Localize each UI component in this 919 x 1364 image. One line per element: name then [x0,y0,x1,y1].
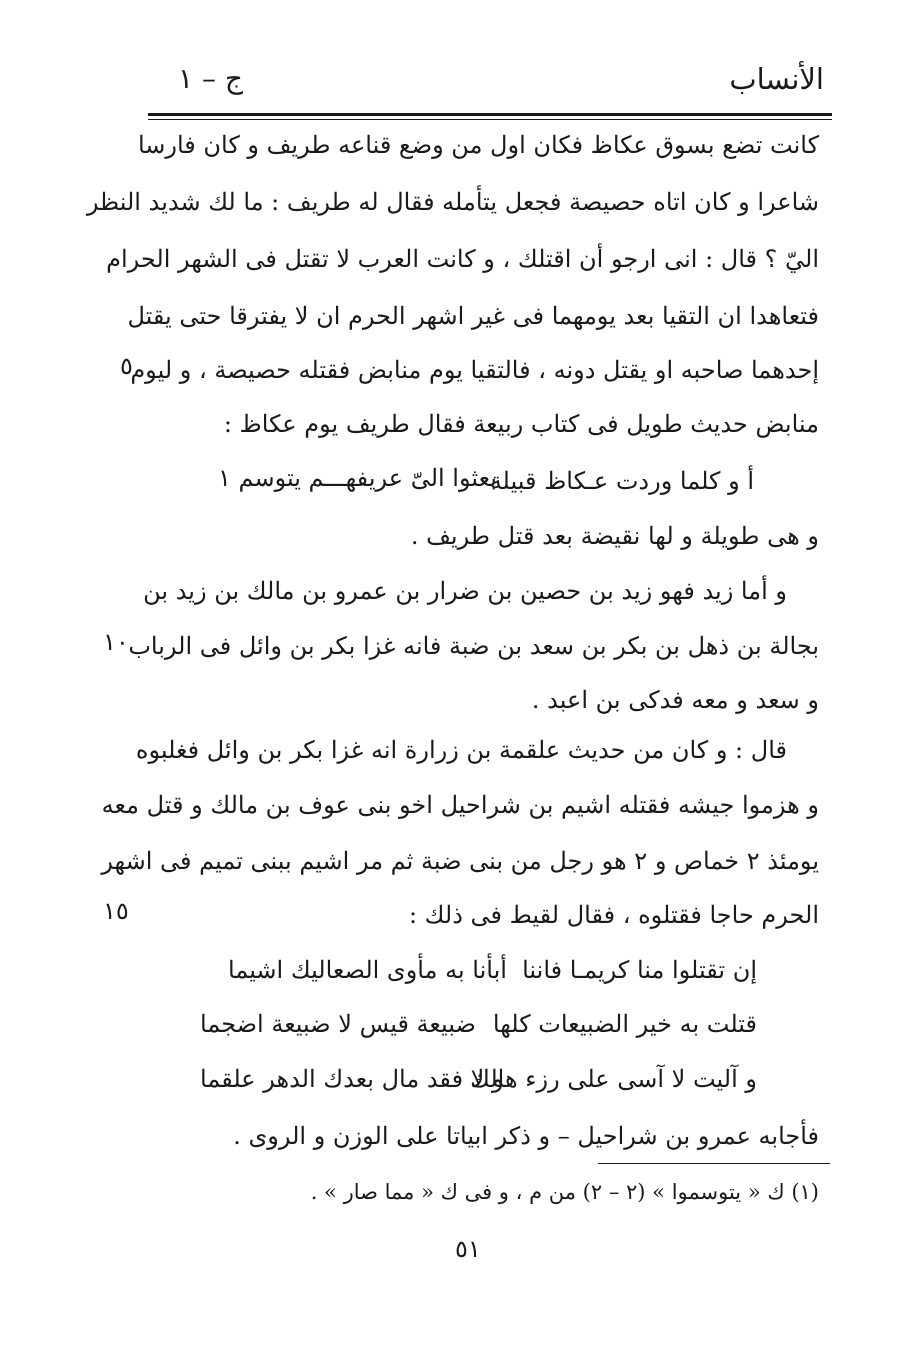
poem-line-2-second: ضبيعة قيس لا ضبيعة اضجما [200,1010,476,1038]
running-head-title: الأنساب [729,62,824,96]
text-line-6: منابض حديث طويل فى كتاب ربيعة فقال طريف يوم عكاظ : [223,410,819,438]
text-line-4: فتعاهدا ان التقيا بعد يومهما فى غير اشهر الحرم ان لا يفترقا حتى يقتل [127,302,819,330]
margin-line-number-10: ١٠ [103,628,129,656]
text-line-8: و هى طويلة و لها نقيضة بعد قتل طريف . [410,522,819,550]
header-rule-thick [148,113,832,116]
text-line-13: و هزموا جيشه فقتله اشيم بن شراحيل اخو بنى عوف بن مالك و قتل معه [101,791,819,819]
header-rule-thin [148,119,832,120]
text-line-3: اليّ ؟ قال : انى ارجو أن اقتلك ، و كانت العرب لا تقتل فى الشهر الحرام [106,245,819,273]
running-head-volume: ج – ١ [178,62,243,95]
closing-line: فأجابه عمرو بن شراحيل – و ذكر ابياتا على الوزن و الروى . [233,1122,819,1150]
text-line-9: و أما زيد فهو زيد بن حصين بن ضرار بن عمرو بن مالك بن زيد بن [143,577,787,605]
page-number: ٥١ [455,1235,481,1263]
verse-hemistich-2: بعثوا الىّ عريفهـــم يتوسم ١ [218,464,497,492]
text-line-2: شاعرا و كان اتاه حصيصة فجعل يتأمله فقال له طريف : ما لك شديد النظر [86,188,819,216]
poem-line-3-first: و آليت لا آسى على رزء هالك [470,1065,757,1093]
text-line-5: إحدهما صاحبه او يقتل دونه ، فالتقيا يوم منابض فقتله حصيصة ، و ليوم [130,356,819,384]
text-line-11: و سعد و معه فدكى بن اعبد . [531,686,819,714]
text-line-14: يومئذ ٢ خماص و ٢ هو رجل من بنى ضبة ثم مر اشيم ببنى تميم فى اشهر [101,847,819,875]
verse-hemistich-1: أ و كلما وردت عـكاظ قبيلة [489,467,754,495]
poem-line-2-first: قتلت به خير الضبيعات كلها [492,1010,757,1038]
poem-line-1-first: إن تقتلوا منا كريمـا فاننا [522,956,757,984]
margin-line-number-15: ١٥ [103,897,129,925]
poem-line-1-second: أبأنا به مأوى الصعاليك اشيما [228,956,507,984]
footnote: (١) ك « يتوسموا » (٢ – ٢) من م ، و فى ك « مما صار » . [310,1180,819,1204]
margin-line-number-5: ٥ [120,352,133,380]
footnote-rule [598,1163,830,1164]
text-line-10: بجالة بن ذهل بن بكر بن سعد بن ضبة فانه غزا بكر بن وائل فى الرباب [128,632,819,660]
text-line-1: كانت تضع بسوق عكاظ فكان اول من وضع قناعه طريف و كان فارسا [137,131,819,159]
text-line-12: قال : و كان من حديث علقمة بن زرارة انه غزا بكر بن وائل فغلبوه [135,736,787,764]
poem-line-3-second: و لا فقد مال بعدك الدهر علقما [200,1065,504,1093]
text-line-15: الحرم حاجا فقتلوه ، فقال لقيط فى ذلك : [408,901,819,929]
